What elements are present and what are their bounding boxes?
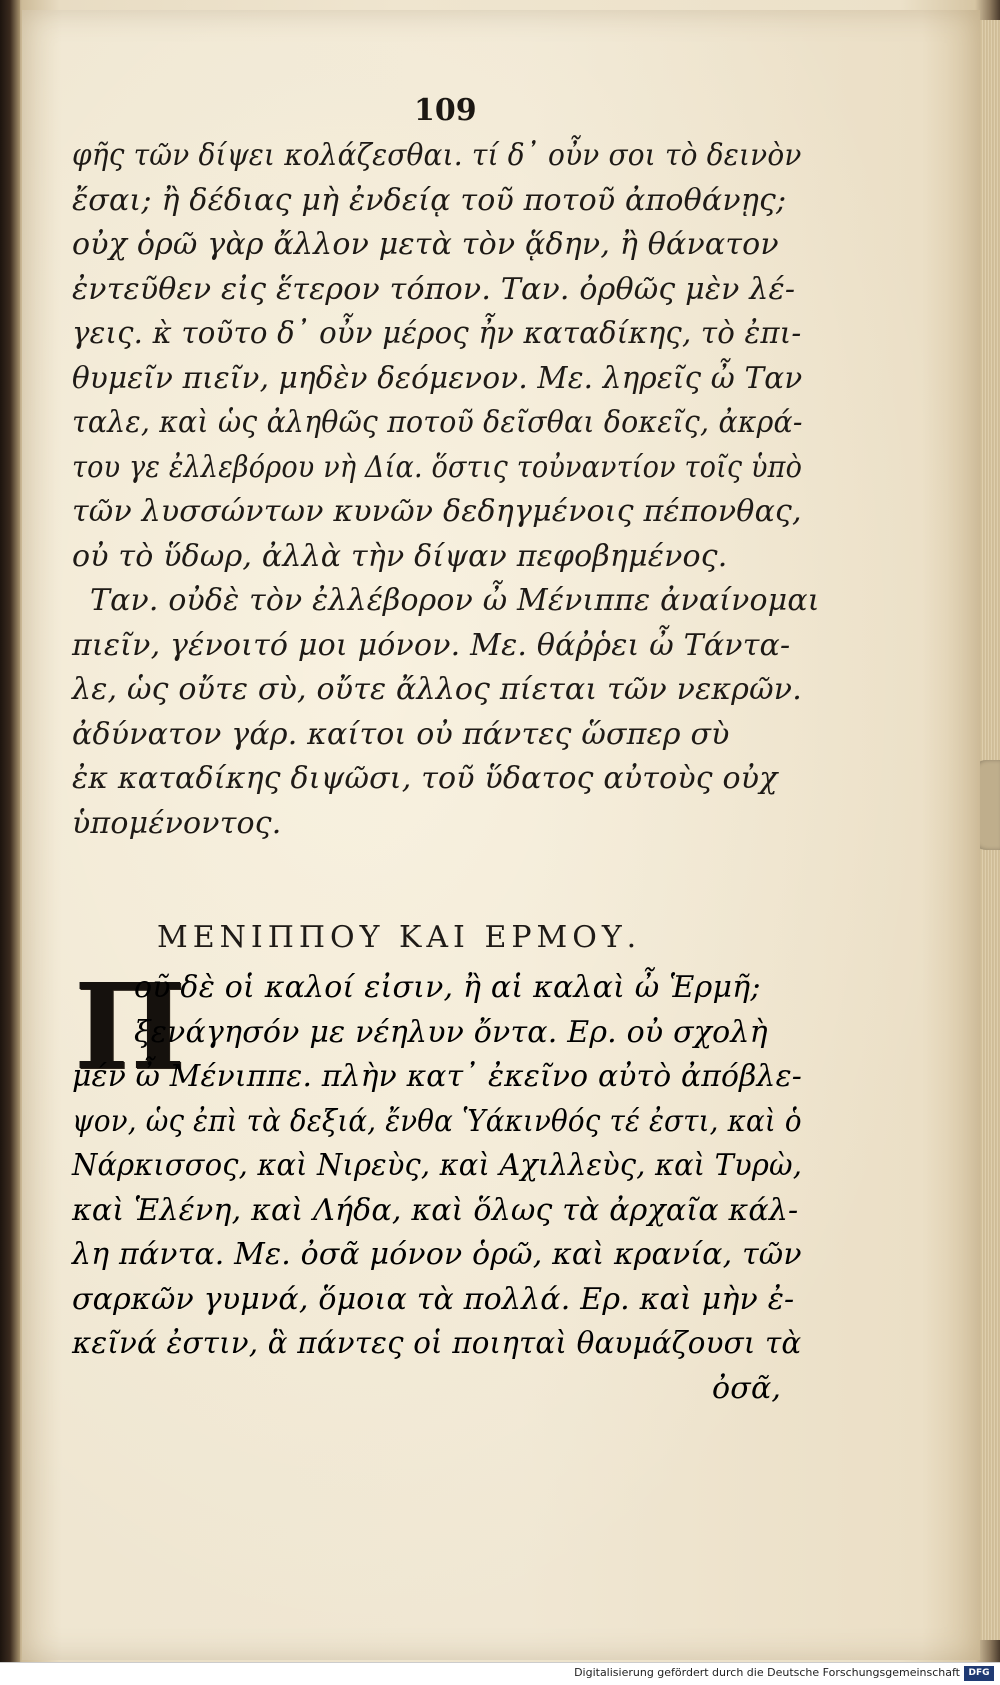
text-line: ξενάγησόν με νέηλυν ὄντα. Ερ. οὐ σχολὴ [134, 1014, 768, 1050]
page-number: 109 [414, 93, 477, 128]
text-line: ἐκ καταδίκης διψῶσι, τοῦ ὕδατος αὐτοὺς οὐχ [72, 761, 778, 796]
text-line: μέν ὦ Μένιππε. πλὴν κατ᾽ ἐκεῖνο αὐτὸ ἀπόβλε- [72, 1059, 803, 1094]
text-line: πιεῖν, γένοιτό μοι μόνον. Με. θάῤῥει ὦ Τάντα- [72, 627, 791, 663]
text-line: καὶ Ἑλένη, καὶ Λήδα, καὶ ὅλως τὰ ἀρχαῖα κάλ- [72, 1192, 799, 1228]
text-line: φῆς τῶν δίψει κολάζεσθαι. τί δ᾽ οὖν σοι τὸ δεινὸν [72, 138, 802, 173]
text-line: ἔσαι; ἢ δέδιας μὴ ἐνδείᾳ τοῦ ποτοῦ ἀποθάνῃς; [72, 182, 787, 218]
text-block-bottom [22, 10, 980, 1660]
dfg-logo: DFG [964, 1666, 994, 1681]
drop-cap: Π [74, 957, 186, 1096]
text-line: ἐντεῦθεν εἰς ἕτερον τόπον. Ταν. ὀρθῶς μὲν λέ- [72, 271, 796, 307]
text-line: κεῖνά ἐστιν, ἃ πάντες οἱ ποιηταὶ θαυμάζουσι τὰ [72, 1326, 802, 1361]
section-heading: ΜΕΝΙΠΠΟΥ ΚΑΙ ΕΡΜΟΥ. [157, 920, 642, 955]
footer-bar [0, 1662, 1000, 1685]
text-line: οὐ τὸ ὕδωρ, ἀλλὰ τὴν δίψαν πεφοβημένος. [72, 538, 728, 574]
text-line: οὐχ ὁρῶ γὰρ ἄλλον μετὰ τὸν ᾅδην, ἢ θάνατον [72, 227, 779, 262]
text-line: Νάρκισσος, καὶ Νιρεὺς, καὶ Αχιλλεὺς, καὶ Τυρὼ, [72, 1148, 803, 1183]
catchword: ὀσᾶ, [712, 1370, 782, 1406]
text-line: ἀδύνατον γάρ. καίτοι οὐ πάντες ὥσπερ σὺ [72, 716, 730, 752]
binding-edge [0, 0, 20, 1685]
text-line: του γε ἐλλεβόρου νὴ Δία. ὅστις τοὐναντίον τοῖς ὑπὸ [72, 449, 803, 485]
text-line: λη πάντα. Με. ὀσᾶ μόνον ὁρῶ, καὶ κρανία, τῶν [72, 1237, 802, 1272]
text-line: θυμεῖν πιεῖν, μηδὲν δεόμενον. Με. ληρεῖς ὦ Ταν [72, 360, 803, 396]
text-line: γεις. κ̀ τοῦτο δ᾽ οὖν μέρος ἦν καταδίκης, τὸ ἐπι- [72, 316, 802, 351]
text-line: ταλε, καὶ ὡς ἀληθῶς ποτοῦ δεῖσθαι δοκεῖς, ἀκρά- [72, 405, 803, 440]
footer-credit: Digitalisierung gefördert durch die Deutsche Forschungsgemeinschaft [574, 1666, 960, 1679]
text-line: Ταν. οὐδὲ τὸν ἐλλέβορον ὦ Μένιππε ἀναίνομαι [90, 583, 820, 618]
text-line: ψον, ὡς ἐπὶ τὰ δεξιά, ἔνθα Ὑάκινθός τέ ἐστι, καὶ ὁ [72, 1103, 802, 1139]
text-line: οῦ δὲ οἱ καλοί εἰσιν, ἢ αἱ καλαὶ ὦ Ἑρμῆ; [134, 970, 761, 1005]
text-line: ὑπομένοντος. [72, 805, 282, 841]
book-page [22, 10, 980, 1660]
text-line: λε, ὡς οὔτε σὺ, οὔτε ἄλλος πίεται τῶν νεκρῶν. [72, 672, 802, 707]
text-line: σαρκῶν γυμνά, ὅμοια τὰ πολλά. Ερ. καὶ μὴν ἐ- [72, 1281, 795, 1317]
text-line: τῶν λυσσώντων κυνῶν δεδηγμένοις πέπονθας, [72, 494, 802, 529]
